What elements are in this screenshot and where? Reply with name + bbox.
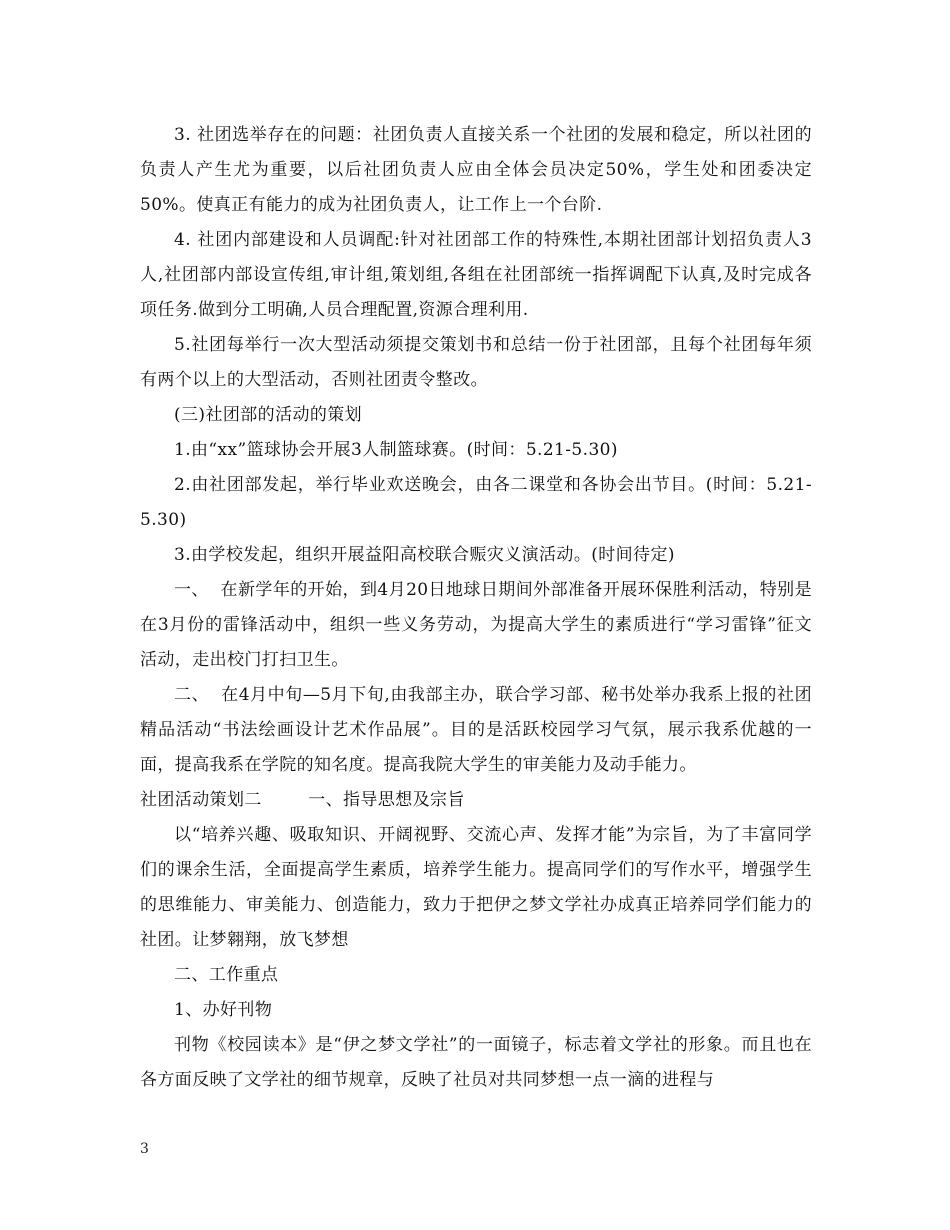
paragraph-publication: 刊物《校园读本》是“伊之梦文学社”的一面镜子，标志着文学社的形象。而且也在各方面反映了文学社的细节规章，反映了社员对共同梦想一点一滴的进程与 xyxy=(140,1035,812,1090)
paragraph-internal-building: 4. 社团内部建设和人员调配:针对社团部工作的特殊性,本期社团部计划招负责人3人,社团部内部设宣传组,审计组,策划组,各组在社团部统一指挥调配下认真,及时完成各项任务.做到分工明确,人员合理配置,资源合理利用. xyxy=(140,230,812,320)
paragraph-election-issues: 3. 社团选举存在的问题：社团负责人直接关系一个社团的发展和稳定，所以社团的负责人产生尤为重要，以后社团负责人应由全体会员决定50%，学生处和团委决定50%。使真正有能力的成为社团负责人，让工作上一个台阶. xyxy=(140,125,812,215)
paragraph-art-exhibition: 二、 在4月中旬—5月下旬,由我部主办，联合学习部、秘书处举办我系上报的社团精品活动“书法绘画设计艺术作品展”。目的是活跃校园学习气氛，展示我系优越的一面，提高我系在学院的知名度。提高我院大学生的审美能力及动手能力。 xyxy=(140,685,812,775)
list-item-basketball: 1.由“xx”篮球协会开展3人制篮球赛。(时间：5.21-5.30) xyxy=(174,440,618,460)
section-heading-activity-planning: (三)社团部的活动的策划 xyxy=(174,405,363,425)
subheading-publication: 1、办好刊物 xyxy=(174,1000,273,1020)
section-heading-plan-two: 社团活动策划二 一、指导思想及宗旨 xyxy=(140,790,465,810)
page-number: 3 xyxy=(140,1141,149,1157)
document-body xyxy=(140,118,812,1098)
section-heading-work-focus: 二、工作重点 xyxy=(174,965,279,985)
paragraph-earth-day: 一、 在新学年的开始，到4月20日地球日期间外部准备开展环保胜利活动，特别是在3月份的雷锋活动中，组织一些义务劳动，为提高大学生的素质进行“学习雷锋”征文活动，走出校门打扫卫生。 xyxy=(140,580,812,670)
paragraph-large-activities: 5.社团每举行一次大型活动须提交策划书和总结一份于社团部，且每个社团每年须有两个以上的大型活动，否则社团责令整改。 xyxy=(140,335,812,390)
list-item-farewell-party: 2.由社团部发起，举行毕业欢送晚会，由各二课堂和各协会出节目。(时间：5.21-5.30) xyxy=(140,475,812,530)
list-item-charity-show: 3.由学校发起，组织开展益阳高校联合赈灾义演活动。(时间待定) xyxy=(174,545,675,565)
paragraph-purpose: 以“培养兴趣、吸取知识、开阔视野、交流心声、发挥才能”为宗旨，为了丰富同学们的课余生活，全面提高学生素质，培养学生能力。提高同学们的写作水平，增强学生的思维能力、审美能力、创造能力，致力于把伊之梦文学社办成真正培养同学们能力的社团。让梦翱翔，放飞梦想 xyxy=(140,825,812,950)
